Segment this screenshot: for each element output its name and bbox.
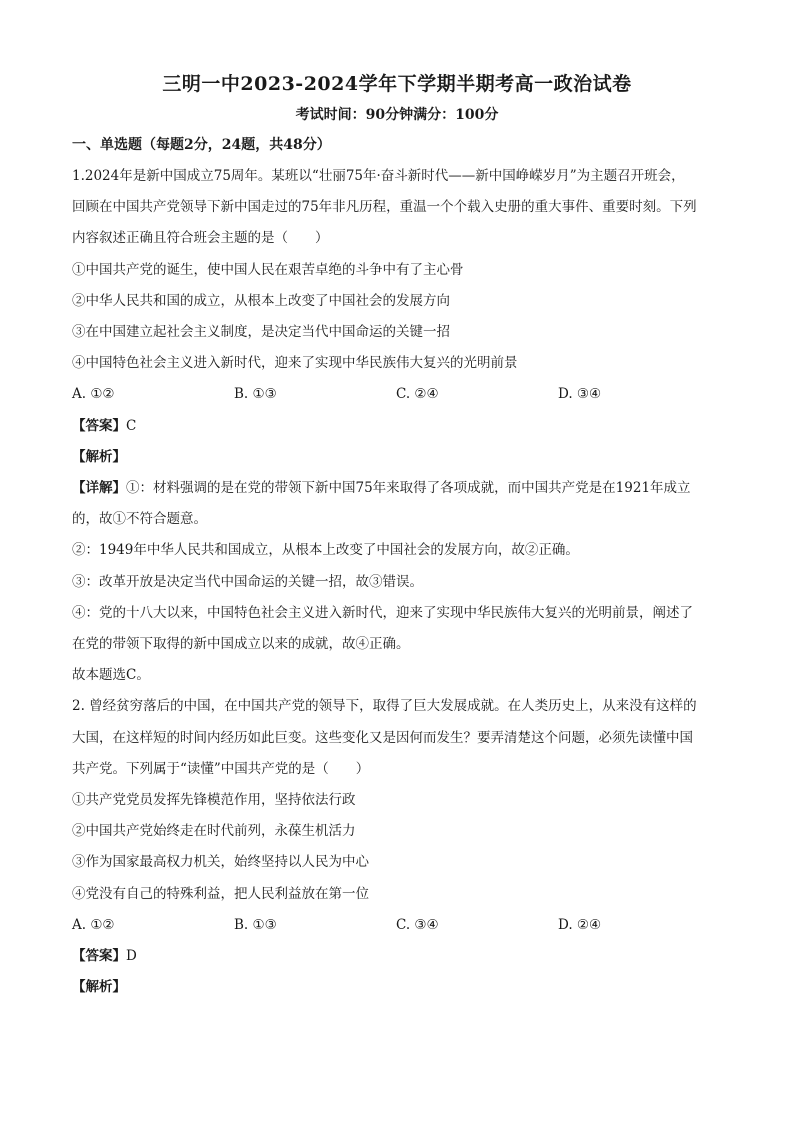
page-title: 三明一中2023-2024学年下学期半期考高一政治试卷	[162, 73, 632, 95]
exam-info: 考试时间：90分钟满分：100分	[295, 107, 499, 123]
section-heading: 一、单选题（每题2分，24题，共48分）	[72, 137, 331, 153]
detail-line	[72, 473, 722, 504]
answer-options	[72, 379, 722, 410]
option-d: D. ②④	[558, 916, 602, 933]
exam-page	[72, 60, 722, 1003]
analysis-line	[72, 442, 722, 473]
detail-line: ④：党的十八大以来，中国特色社会主义进入新时代，迎来了实现中华民族伟大复兴的光明前景，阐述了	[72, 604, 693, 621]
question-2	[72, 691, 722, 1003]
option-b: B. ①③	[234, 916, 277, 933]
statement-item: ②中华人民共和国的成立，从根本上改变了中国社会的发展方向	[72, 292, 450, 309]
detail-line: 的，故①不符合题意。	[72, 511, 207, 528]
option-c: C. ③④	[396, 916, 439, 933]
analysis-label: 【解析】	[72, 979, 126, 996]
answer-options	[72, 910, 722, 941]
option-d: D. ③④	[558, 386, 602, 403]
statement-item: ③在中国建立起社会主义制度，是决定当代中国命运的关键一招	[72, 324, 450, 341]
option-b: B. ①③	[234, 386, 277, 403]
statement-item: ④中国特色社会主义进入新时代，迎来了实现中华民族伟大复兴的光明前景	[72, 355, 518, 372]
answer-value: D	[126, 948, 137, 965]
option-a: A. ①②	[72, 916, 115, 933]
detail-line: ③：改革开放是决定当代中国命运的关键一招，故③错误。	[72, 573, 423, 590]
question-stem-line: 回顾在中国共产党领导下新中国走过的75年非凡历程，重温一个个载入史册的重大事件、重要时刻。下列	[72, 199, 697, 216]
detail-line: 故本题选C。	[72, 667, 150, 684]
question-stem-line: 内容叙述正确且符合班会主题的是（ ）	[72, 230, 329, 247]
statement-item: ④党没有自己的特殊利益，把人民利益放在第一位	[72, 885, 369, 902]
analysis-label: 【解析】	[72, 448, 126, 465]
question-stem-line: 大国，在这样短的时间内经历如此巨变。这些变化又是因何而发生？要弄清楚这个问题，必须先读懂中国	[72, 729, 693, 746]
question-1	[72, 161, 722, 691]
detail-line: 在党的带领下取得的新中国成立以来的成就，故④正确。	[72, 636, 410, 653]
analysis-line	[72, 972, 722, 1003]
answer-value: C	[126, 417, 137, 434]
answer-line	[72, 941, 722, 972]
detail-label: 【详解】	[72, 480, 126, 497]
statement-item: ②中国共产党始终走在时代前列，永葆生机活力	[72, 823, 356, 840]
detail-line: ②：1949年中华人民共和国成立，从根本上改变了中国社会的发展方向，故②正确。	[72, 542, 579, 559]
question-stem-line: 1.2024年是新中国成立75周年。某班以“壮丽75年·奋斗新时代——新中国峥嵘岁月”为主题召开班会，	[72, 168, 685, 184]
option-a: A. ①②	[72, 386, 115, 403]
answer-label: 【答案】	[72, 948, 126, 965]
detail-text: ①：材料强调的是在党的带领下新中国75年来取得了各项成就，而中国共产党是在1921年成立	[126, 480, 691, 497]
statement-item: ①中国共产党的诞生，使中国人民在艰苦卓绝的斗争中有了主心骨	[72, 261, 464, 278]
answer-label: 【答案】	[72, 417, 126, 434]
question-stem-line: 共产党。下列属于“读懂”中国共产党的是（ ）	[72, 760, 370, 777]
option-c: C. ②④	[396, 386, 439, 403]
statement-item: ③作为国家最高权力机关，始终坚持以人民为中心	[72, 854, 369, 871]
statement-item: ①共产党党员发挥先锋模范作用，坚持依法行政	[72, 792, 356, 809]
answer-line	[72, 411, 722, 442]
question-stem-line: 2. 曾经贫穷落后的中国，在中国共产党的领导下，取得了巨大发展成就。在人类历史上，从来没有这样的	[72, 698, 697, 715]
